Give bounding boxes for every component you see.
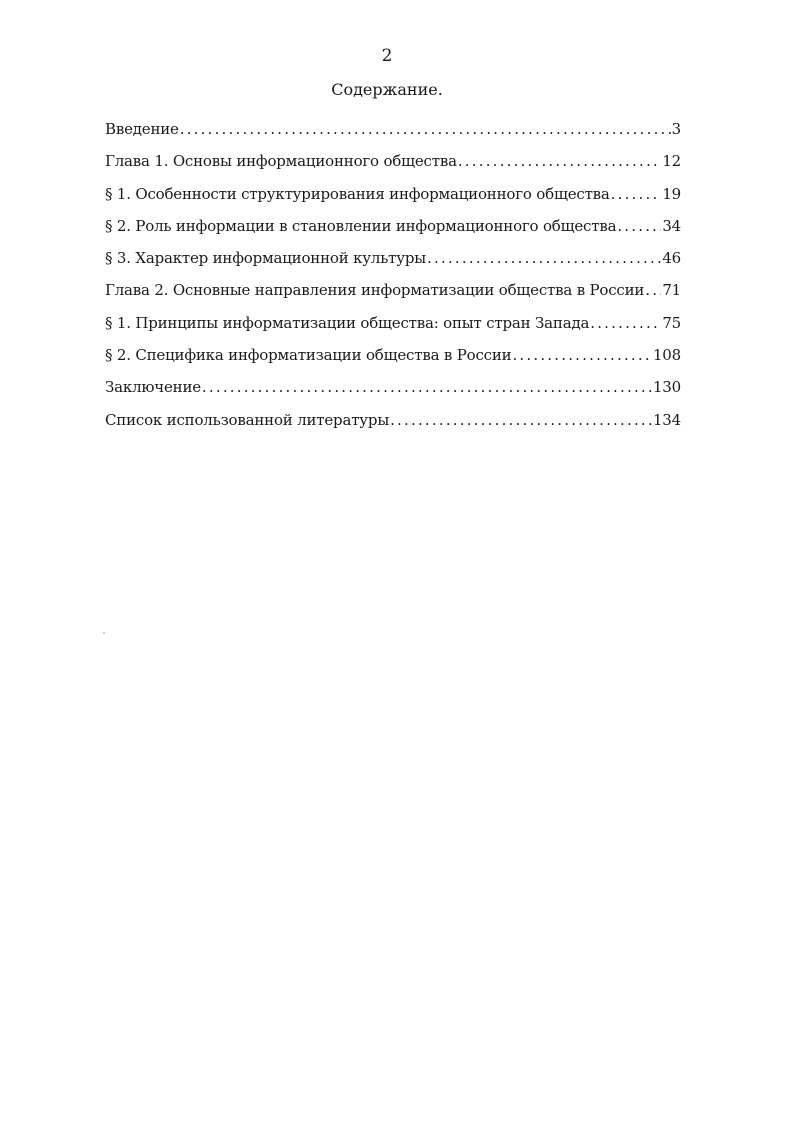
toc-entry-chapter-1-section-3 <box>105 249 681 281</box>
dot-leader <box>180 120 671 138</box>
toc-entry-bibliography <box>105 411 681 443</box>
toc-entry-label: Список использованной литературы <box>105 410 390 429</box>
toc-entry-page: 19 <box>662 184 681 203</box>
toc-entry-label: § 2. Специфика информатизации общества в России <box>105 346 512 365</box>
page-number: 2 <box>381 46 393 66</box>
toc-entry-chapter-1-section-1 <box>105 185 681 217</box>
toc-title: Содержание. <box>331 80 443 99</box>
toc-entry-label: Введение <box>105 120 179 138</box>
toc-entry-page: 3 <box>671 120 681 138</box>
toc-entry-label: § 2. Роль информации в становлении информационного общества <box>105 216 617 235</box>
dot-leader <box>427 249 661 267</box>
toc-entry-page: 12 <box>662 152 681 171</box>
dot-leader <box>390 411 652 429</box>
dot-leader <box>617 217 661 235</box>
toc-entry-page: 71 <box>662 281 681 300</box>
dot-leader <box>512 346 652 364</box>
toc-entry-page: 130 <box>652 378 681 397</box>
scan-speck <box>103 632 105 634</box>
dot-leader <box>458 152 661 170</box>
toc-entry-chapter-2-section-1 <box>105 314 681 346</box>
table-of-contents <box>105 120 681 443</box>
toc-entry-label: § 1. Принципы информатизации общества: опыт стран Запада <box>105 313 590 332</box>
toc-entry-conclusion <box>105 378 681 410</box>
toc-entry-label: § 3. Характер информационной культуры <box>105 249 427 268</box>
toc-entry-page: 134 <box>652 410 681 429</box>
dot-leader <box>645 281 661 299</box>
toc-entry-label: Глава 2. Основные направления информатизации общества в России <box>105 281 645 300</box>
dot-leader <box>590 314 661 332</box>
toc-entry-introduction <box>105 120 681 152</box>
toc-entry-page: 34 <box>662 216 681 235</box>
toc-entry-chapter-1 <box>105 152 681 184</box>
toc-entry-page: 75 <box>662 313 681 332</box>
toc-entry-label: Заключение <box>105 378 201 397</box>
dot-leader <box>202 378 652 396</box>
toc-entry-page: 46 <box>662 249 681 268</box>
toc-entry-chapter-2 <box>105 281 681 313</box>
toc-entry-chapter-1-section-2 <box>105 217 681 249</box>
toc-entry-label: § 1. Особенности структурирования информационного общества <box>105 184 610 203</box>
toc-entry-page: 108 <box>652 346 681 365</box>
toc-entry-label: Глава 1. Основы информационного общества <box>105 152 457 171</box>
dot-leader <box>611 185 662 203</box>
toc-entry-chapter-2-section-2 <box>105 346 681 378</box>
